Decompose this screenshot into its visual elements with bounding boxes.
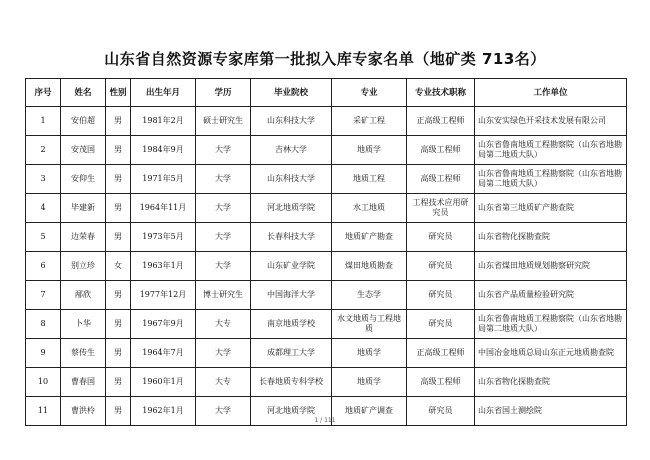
cell-index: 7 xyxy=(26,281,61,310)
cell-education: 博士研究生 xyxy=(196,281,251,310)
header-school: 毕业院校 xyxy=(251,79,332,107)
cell-employer: 山东省产品质量检验研究院 xyxy=(475,281,627,310)
cell-gender: 男 xyxy=(106,194,131,223)
cell-education: 硕士研究生 xyxy=(196,107,251,136)
cell-major: 水文地质与工程地质 xyxy=(332,310,407,339)
cell-major: 地质矿产调查 xyxy=(332,397,407,426)
cell-name: 蔡传生 xyxy=(61,339,106,368)
cell-school: 长春科技大学 xyxy=(251,223,332,252)
cell-index: 11 xyxy=(26,397,61,426)
page-indicator: 1 / 111 xyxy=(314,417,336,424)
cell-birth: 1977年12月 xyxy=(131,281,196,310)
cell-name: 曹春国 xyxy=(61,368,106,397)
cell-title: 高级工程师 xyxy=(407,165,475,194)
cell-title: 研究员 xyxy=(407,223,475,252)
cell-gender: 男 xyxy=(106,136,131,165)
cell-index: 9 xyxy=(26,339,61,368)
cell-gender: 男 xyxy=(106,310,131,339)
cell-name: 卜华 xyxy=(61,310,106,339)
cell-birth: 1984年9月 xyxy=(131,136,196,165)
cell-name: 边荣春 xyxy=(61,223,106,252)
cell-birth: 1967年9月 xyxy=(131,310,196,339)
cell-employer: 山东省鲁南地质工程勘察院（山东省地勘局第二地质大队） xyxy=(475,310,627,339)
cell-education: 大学 xyxy=(196,136,251,165)
header-title: 专业技术职称 xyxy=(407,79,475,107)
expert-roster-table xyxy=(25,78,627,426)
cell-major: 地质学 xyxy=(332,339,407,368)
cell-name: 邴欣 xyxy=(61,281,106,310)
cell-employer: 山东省物化探勘查院 xyxy=(475,368,627,397)
cell-school: 南京地质学校 xyxy=(251,310,332,339)
cell-education: 大学 xyxy=(196,252,251,281)
cell-title: 高级工程师 xyxy=(407,368,475,397)
cell-birth: 1973年5月 xyxy=(131,223,196,252)
table-row xyxy=(26,310,627,339)
cell-major: 水工地质 xyxy=(332,194,407,223)
cell-employer: 山东安实绿色开采技术发展有限公司 xyxy=(475,107,627,136)
cell-school: 山东矿业学院 xyxy=(251,252,332,281)
cell-name: 安伯超 xyxy=(61,107,106,136)
table-row xyxy=(26,194,627,223)
cell-index: 10 xyxy=(26,368,61,397)
cell-title: 研究员 xyxy=(407,281,475,310)
cell-employer: 山东省鲁南地质工程勘察院（山东省地勘局第二地质大队） xyxy=(475,136,627,165)
cell-gender: 女 xyxy=(106,252,131,281)
table-header-row xyxy=(26,79,627,107)
cell-education: 大学 xyxy=(196,223,251,252)
table-row xyxy=(26,281,627,310)
cell-gender: 男 xyxy=(106,339,131,368)
cell-index: 6 xyxy=(26,252,61,281)
cell-birth: 1963年1月 xyxy=(131,252,196,281)
cell-school: 山东科技大学 xyxy=(251,107,332,136)
cell-title: 工程技术应用研究员 xyxy=(407,194,475,223)
table-row xyxy=(26,223,627,252)
cell-index: 8 xyxy=(26,310,61,339)
cell-title: 研究员 xyxy=(407,310,475,339)
cell-title: 正高级工程师 xyxy=(407,339,475,368)
cell-index: 3 xyxy=(26,165,61,194)
header-education: 学历 xyxy=(196,79,251,107)
cell-gender: 男 xyxy=(106,397,131,426)
cell-gender: 男 xyxy=(106,107,131,136)
cell-major: 采矿工程 xyxy=(332,107,407,136)
cell-education: 大学 xyxy=(196,165,251,194)
cell-employer: 山东省煤田地质规划勘察研究院 xyxy=(475,252,627,281)
cell-gender: 男 xyxy=(106,223,131,252)
cell-index: 1 xyxy=(26,107,61,136)
cell-employer: 山东省物化探勘查院 xyxy=(475,223,627,252)
table-row xyxy=(26,136,627,165)
cell-title: 高级工程师 xyxy=(407,136,475,165)
cell-education: 大专 xyxy=(196,368,251,397)
cell-school: 河北地质学院 xyxy=(251,397,332,426)
cell-school: 中国海洋大学 xyxy=(251,281,332,310)
cell-gender: 男 xyxy=(106,281,131,310)
table-row xyxy=(26,107,627,136)
header-gender: 性别 xyxy=(106,79,131,107)
cell-name: 曹洪柃 xyxy=(61,397,106,426)
cell-school: 长春地质专科学校 xyxy=(251,368,332,397)
cell-major: 煤田地质勘查 xyxy=(332,252,407,281)
cell-major: 地质学 xyxy=(332,368,407,397)
cell-gender: 男 xyxy=(106,368,131,397)
cell-birth: 1962年1月 xyxy=(131,397,196,426)
cell-birth: 1960年1月 xyxy=(131,368,196,397)
cell-birth: 1964年7月 xyxy=(131,339,196,368)
cell-birth: 1981年2月 xyxy=(131,107,196,136)
cell-index: 5 xyxy=(26,223,61,252)
header-name: 姓名 xyxy=(61,79,106,107)
cell-name: 安仰生 xyxy=(61,165,106,194)
cell-gender: 男 xyxy=(106,165,131,194)
cell-major: 地质矿产勘查 xyxy=(332,223,407,252)
cell-school: 吉林大学 xyxy=(251,136,332,165)
header-major: 专业 xyxy=(332,79,407,107)
cell-name: 安茂国 xyxy=(61,136,106,165)
cell-birth: 1964年11月 xyxy=(131,194,196,223)
cell-education: 大学 xyxy=(196,194,251,223)
cell-name: 别立珍 xyxy=(61,252,106,281)
table-row xyxy=(26,368,627,397)
cell-school: 成都理工大学 xyxy=(251,339,332,368)
header-index: 序号 xyxy=(26,79,61,107)
cell-index: 2 xyxy=(26,136,61,165)
table-row xyxy=(26,165,627,194)
header-employer: 工作单位 xyxy=(475,79,627,107)
header-birth: 出生年月 xyxy=(131,79,196,107)
cell-employer: 山东省鲁南地质工程勘察院（山东省地勘局第二地质大队） xyxy=(475,165,627,194)
cell-major: 地质工程 xyxy=(332,165,407,194)
cell-title: 正高级工程师 xyxy=(407,107,475,136)
cell-major: 生态学 xyxy=(332,281,407,310)
cell-education: 大学 xyxy=(196,339,251,368)
cell-major: 地质学 xyxy=(332,136,407,165)
table-row xyxy=(26,252,627,281)
cell-education: 大专 xyxy=(196,310,251,339)
document-title: 山东省自然资源专家库第一批拟入库专家名单（地矿类 713名） xyxy=(104,50,546,68)
cell-title: 研究员 xyxy=(407,252,475,281)
cell-name: 毕建新 xyxy=(61,194,106,223)
cell-school: 河北地质学院 xyxy=(251,194,332,223)
cell-school: 山东科技大学 xyxy=(251,165,332,194)
cell-employer: 中国冶金地质总局山东正元地质勘查院 xyxy=(475,339,627,368)
table-row xyxy=(26,339,627,368)
cell-birth: 1971年5月 xyxy=(131,165,196,194)
cell-index: 4 xyxy=(26,194,61,223)
cell-education: 大学 xyxy=(196,397,251,426)
cell-employer: 山东省国土测绘院 xyxy=(475,397,627,426)
cell-employer: 山东省第三地质矿产勘查院 xyxy=(475,194,627,223)
cell-title: 研究员 xyxy=(407,397,475,426)
